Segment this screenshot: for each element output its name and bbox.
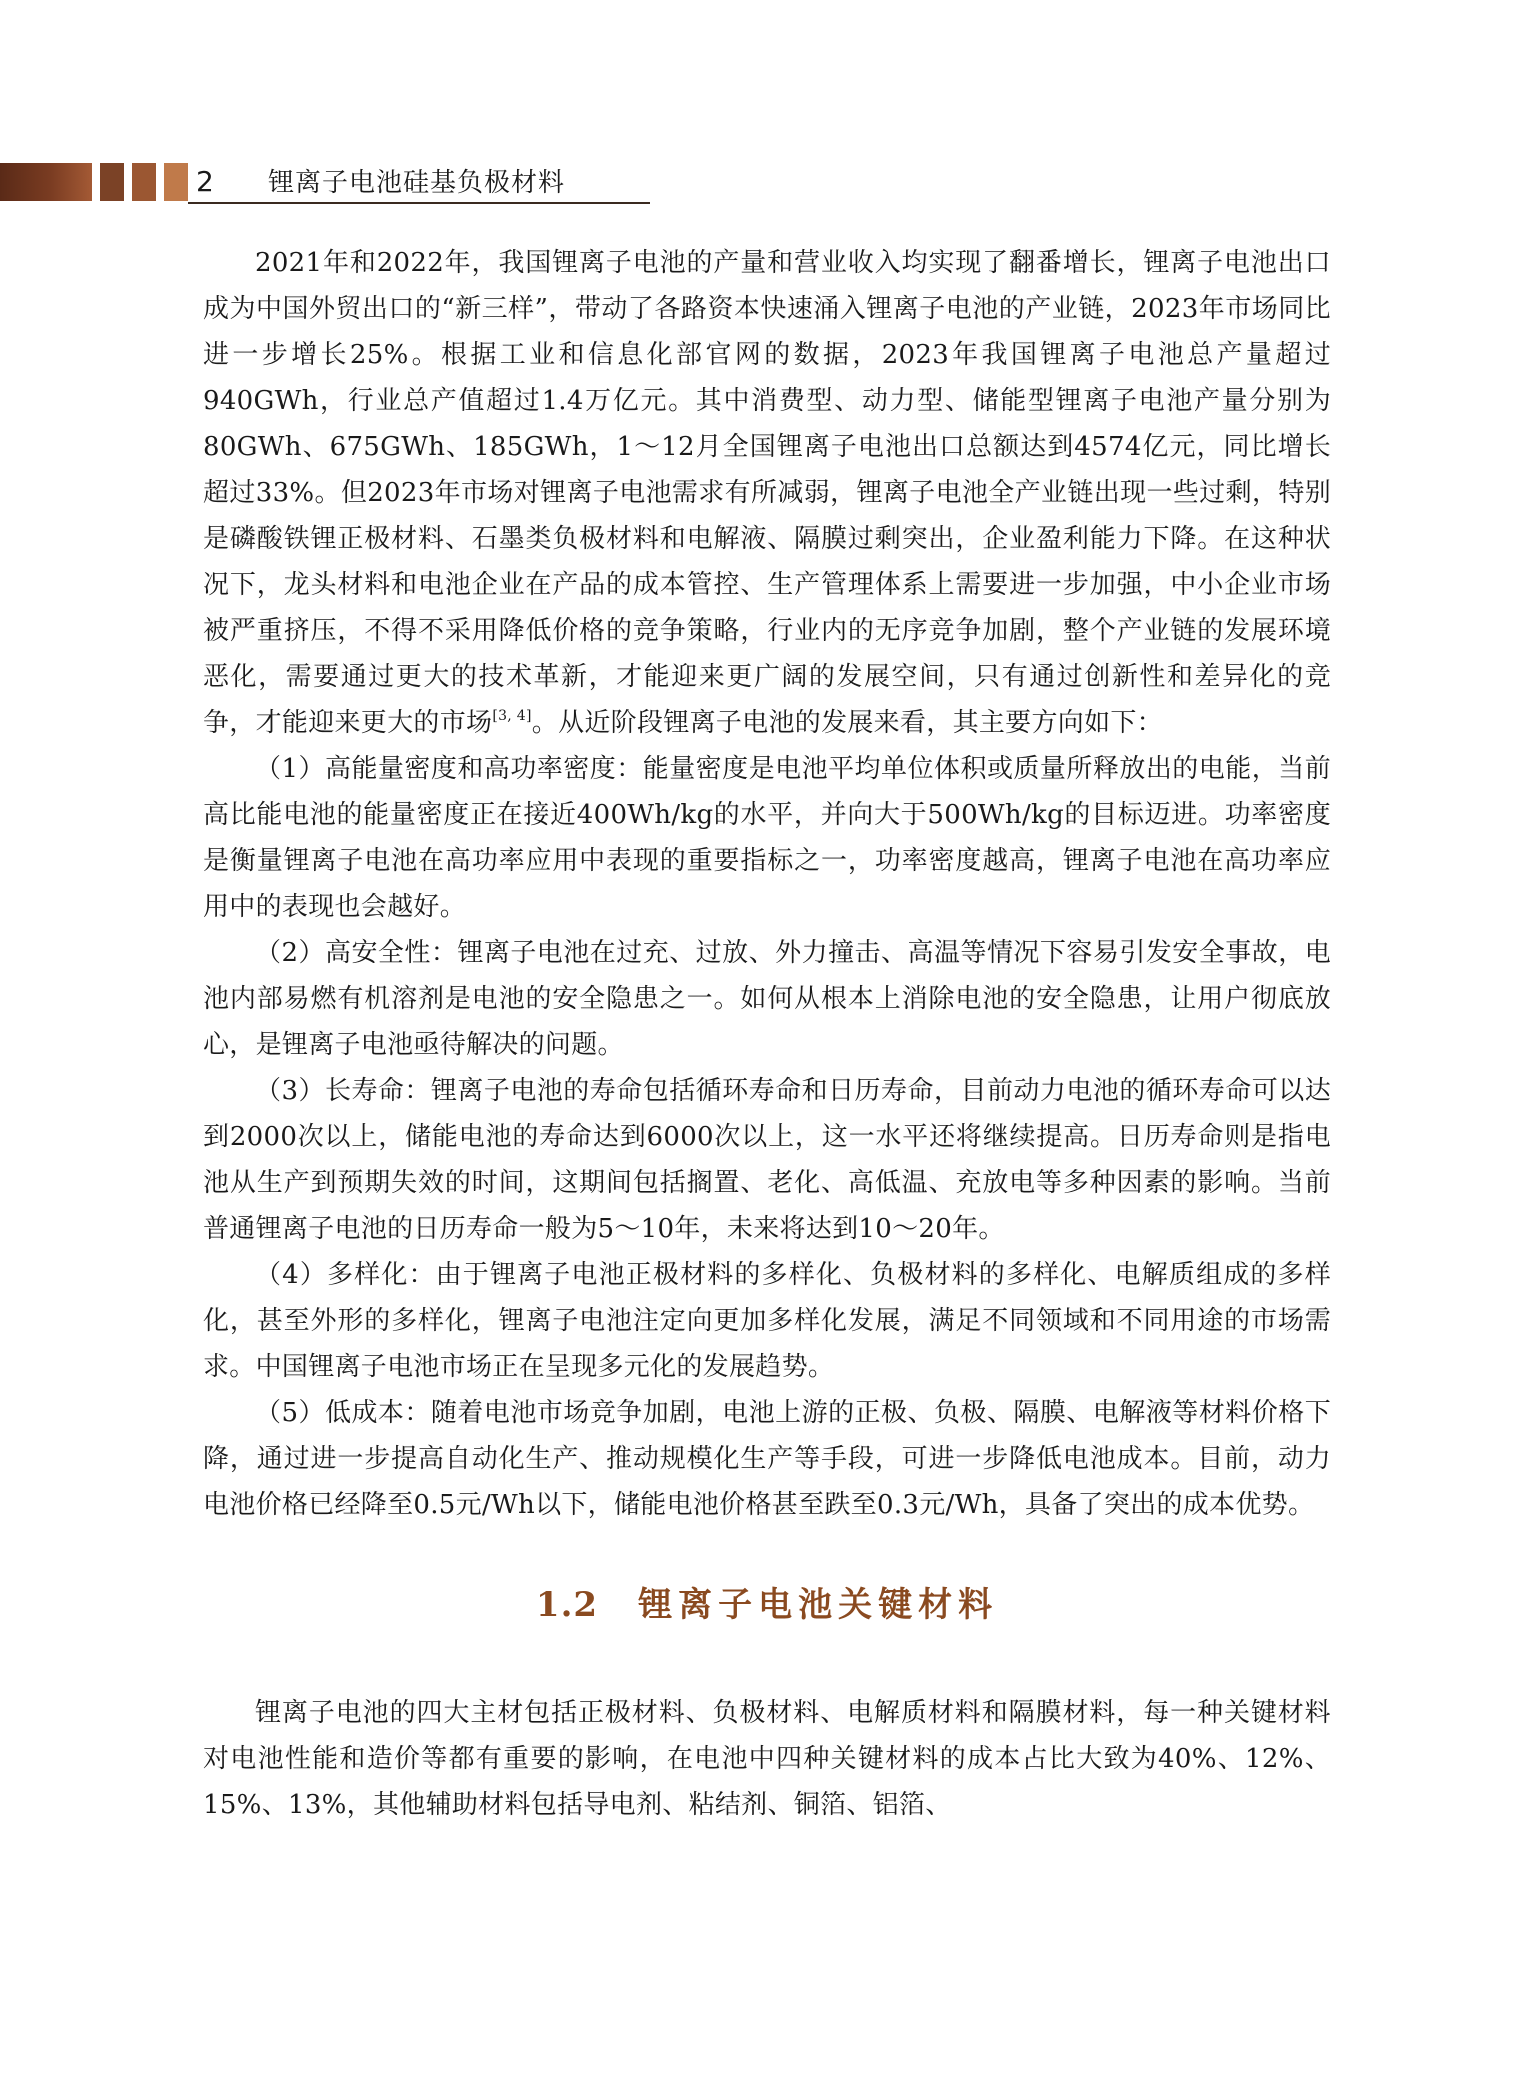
paragraph-text: 。从近阶段锂离子电池的发展来看，其主要方向如下：: [531, 708, 1163, 738]
page-header: [0, 163, 650, 203]
section-heading: [203, 1582, 1331, 1628]
header-decor-bar: [0, 163, 92, 201]
section-title: 锂离子电池关键材料: [638, 1585, 999, 1625]
paragraph-intro: [203, 240, 1331, 746]
page-number: 2: [196, 165, 214, 198]
citation: [3, 4]: [492, 708, 532, 724]
paragraph-lifespan: （3）长寿命：锂离子电池的寿命包括循环寿命和日历寿命，目前动力电池的循环寿命可以达到2000次以上，储能电池的寿命达到6000次以上，这一水平还将继续提高。日历寿命则是指电池从生产到预期失效的时间，这期间包括搁置、老化、高低温、充放电等多种因素的影响。当前普通锂离子电池的日历寿命一般为5～10年，未来将达到10～20年。: [203, 1076, 1331, 1244]
header-decor-block: [132, 163, 156, 201]
header-decor-block: [100, 163, 124, 201]
paragraph-energy-density: （1）高能量密度和高功率密度：能量密度是电池平均单位体积或质量所释放出的电能，当前高比能电池的能量密度正在接近400Wh/kg的水平，并向大于500Wh/kg的目标迈进。功率密度是衡量锂离子电池在高功率应用中表现的重要指标之一，功率密度越高，锂离子电池在高功率应用中的表现也会越好。: [203, 754, 1331, 922]
header-decor-block: [164, 163, 188, 201]
paragraph-key-materials: 锂离子电池的四大主材包括正极材料、负极材料、电解质材料和隔膜材料，每一种关键材料对电池性能和造价等都有重要的影响，在电池中四种关键材料的成本占比大致为40%、12%、15%、13%，其他辅助材料包括导电剂、粘结剂、铜箔、铝箔、: [203, 1698, 1331, 1820]
paragraph-text: 2021年和2022年，我国锂离子电池的产量和营业收入均实现了翻番增长，锂离子电池出口成为中国外贸出口的“新三样”，带动了各路资本快速涌入锂离子电池的产业链，2023年市场同比进一步增长25%。根据工业和信息化部官网的数据，2023年我国锂离子电池总产量超过940GWh，行业总产值超过1.4万亿元。其中消费型、动力型、储能型锂离子电池产量分别为80GWh、675GWh、185GWh，1～12月全国锂离子电池出口总额达到4574亿元，同比增长超过33%。但2023年市场对锂离子电池需求有所减弱，锂离子电池全产业链出现一些过剩，特别是磷酸铁锂正极材料、石墨类负极材料和电解液、隔膜过剩突出，企业盈利能力下降。在这种状况下，龙头材料和电池企业在产品的成本管控、生产管理体系上需要进一步加强，中小企业市场被严重挤压，不得不采用降低价格的竞争策略，行业内的无序竞争加剧，整个产业链的发展环境恶化，需要通过更大的技术革新，才能迎来更广阔的发展空间，只有通过创新性和差异化的竞争，才能迎来更大的市场: [203, 248, 1331, 738]
paragraph-safety: （2）高安全性：锂离子电池在过充、过放、外力撞击、高温等情况下容易引发安全事故，电池内部易燃有机溶剂是电池的安全隐患之一。如何从根本上消除电池的安全隐患，让用户彻底放心，是锂离子电池亟待解决的问题。: [203, 938, 1331, 1060]
paragraph-diversity: （4）多样化：由于锂离子电池正极材料的多样化、负极材料的多样化、电解质组成的多样化，甚至外形的多样化，锂离子电池注定向更加多样化发展，满足不同领域和不同用途的市场需求。中国锂离子电池市场正在呈现多元化的发展趋势。: [203, 1260, 1331, 1382]
body-text: [203, 240, 1331, 1828]
section-number: 1.2: [535, 1585, 599, 1625]
header-rule: [188, 202, 650, 204]
running-title: 锂离子电池硅基负极材料: [268, 168, 566, 198]
paragraph-low-cost: （5）低成本：随着电池市场竞争加剧，电池上游的正极、负极、隔膜、电解液等材料价格下降，通过进一步提高自动化生产、推动规模化生产等手段，可进一步降低电池成本。目前，动力电池价格已经降至0.5元/Wh以下，储能电池价格甚至跌至0.3元/Wh，具备了突出的成本优势。: [203, 1398, 1331, 1520]
